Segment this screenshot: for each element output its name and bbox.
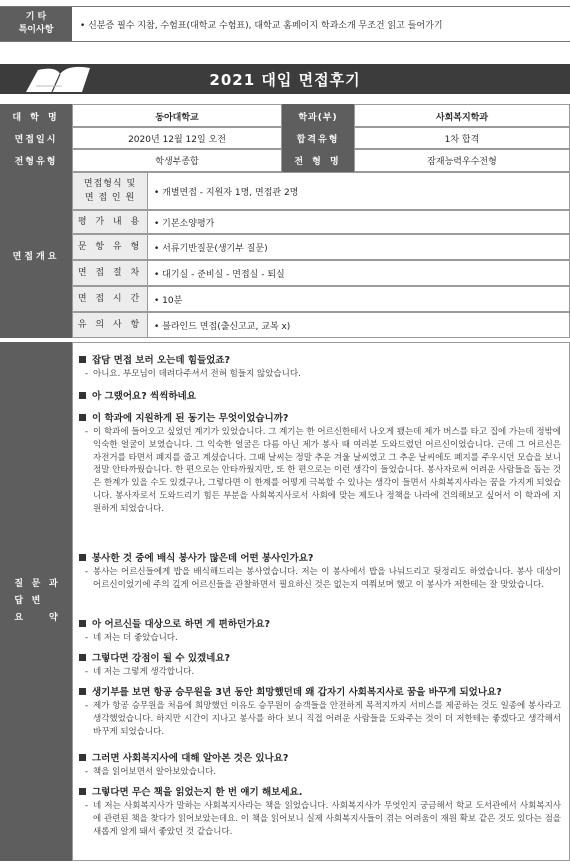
overview-key: 유 의 사 항 xyxy=(72,312,148,338)
question: 아 어르신들 대상으로 하면 게 편하던가요? xyxy=(79,617,561,632)
question: 그렇다면 무슨 책을 읽었는지 한 번 얘기 해보세요. xyxy=(79,785,561,800)
overview-key-line1: 면접형식 및 xyxy=(83,179,137,189)
overview-label: 면접개요 xyxy=(0,172,72,338)
date-label: 면접일시 xyxy=(0,126,72,150)
date-value: 2020년 12월 12일 오전 xyxy=(72,126,282,150)
type-value: 학생부종합 xyxy=(72,148,282,172)
department-label: 학과(부) xyxy=(282,104,354,128)
overview-row-question-type xyxy=(72,234,570,260)
qa-item xyxy=(79,685,561,738)
square-bullet-icon xyxy=(79,554,86,561)
answer: - 네 저는 그렇게 생각합니다. xyxy=(85,667,195,677)
question: 이 학과에 지원하게 된 동기는 무엇이었습니까? xyxy=(79,411,561,426)
overview-value: • 대기실 - 준비실 - 면접실 - 퇴실 xyxy=(148,260,570,286)
qa-label-char: 변 xyxy=(31,596,41,606)
qa-label-char xyxy=(45,593,62,610)
track-label: 전 형 명 xyxy=(282,148,354,172)
qa-label-char xyxy=(27,610,44,627)
question: 잡담 면접 보러 오는데 힘들었죠? xyxy=(79,353,561,368)
answer: - 봉사는 어르신들에게 밥을 배식해드리는 봉사였습니다. 저는 이 봉사에서 밥을 나눠드리고 뒷정리도 하였습니다. 봉사 대상이 어르신이었기에 주의 깊게 어르신들을 관찰하면서 필요하신 것은 없는지 여쭤보며 했고 이 봉사가 저한테는 잘 맞았습니다. xyxy=(85,567,561,590)
square-bullet-icon xyxy=(79,654,86,661)
question: 그렇다면 강점이 될 수 있겠네요? xyxy=(79,651,561,666)
qa-item xyxy=(79,617,561,645)
overview-row-procedure xyxy=(72,260,570,286)
title-banner xyxy=(0,64,570,94)
result-value: 1차 합격 xyxy=(354,126,570,150)
qa-label-char: 문 xyxy=(31,579,41,589)
special-notes-text: • 신분증 필수 지참, 수험표(대학교 수험표), 대학교 홈페이지 학과소개 무조건 읽고 들어가기 xyxy=(80,20,443,31)
answer: - 책을 읽어보면서 알아보았습니다. xyxy=(85,767,217,777)
answer: - 아니요. 부모님이 데려다주셔서 전혀 힘들지 않았습니다. xyxy=(85,369,301,379)
qa-label-char: 약 xyxy=(48,613,58,623)
qa-item xyxy=(79,551,561,592)
special-notes-label-line2: 특이사항 xyxy=(18,25,54,35)
square-bullet-icon xyxy=(79,788,86,795)
qa-item xyxy=(79,411,561,516)
answer: - 네 저는 사회복지사가 말하는 사회복지사라는 책을 읽었습니다. 사회복지사가 무엇인지 궁금해서 학교 도서관에서 사회복지사에 관련된 책을 찾다가 읽어보았는데요. 이 책을 읽어보니 실제 사회복지사들이 겪는 어려움이 재원 확보 같은 것도 있다는 점을 새롭게 알게 돼서 좋았던 것 같습니다. xyxy=(85,801,561,837)
university-value: 동아대학교 xyxy=(72,104,282,128)
square-bullet-icon xyxy=(79,688,86,695)
overview-row-notes xyxy=(72,312,570,338)
type-label: 전형유형 xyxy=(0,148,72,172)
qa-item xyxy=(79,651,561,679)
info-row-university xyxy=(0,104,570,128)
overview-value: • 서류기반질문(생기부 질문) xyxy=(148,234,570,260)
overview-value: • 개별면접 - 지원자 1명, 면접관 2명 xyxy=(148,172,570,210)
overview-key: 평 가 내 용 xyxy=(72,210,148,234)
question: 그러면 사회복지사에 대해 알아본 것은 있나요? xyxy=(79,751,561,766)
qa-summary-label xyxy=(0,342,72,861)
track-value: 잠재능력우수전형 xyxy=(354,148,570,172)
qa-label-char: 과 xyxy=(48,579,58,589)
overview-row-duration xyxy=(72,286,570,312)
qa-label-char: 요 xyxy=(14,613,24,623)
qa-label-char: 질 xyxy=(14,579,24,589)
qa-section xyxy=(72,342,570,861)
result-label: 합격유형 xyxy=(282,126,354,150)
overview-key-line2: 면 접 인 원 xyxy=(84,193,136,203)
question: 생기부를 보면 항공 승무원을 3년 동안 희망했던데 왜 갑자기 사회복지사로 꿈을 바꾸게 되었나요? xyxy=(79,685,561,700)
university-label: 대 학 명 xyxy=(0,104,72,128)
special-notes-row xyxy=(0,6,570,42)
department-value: 사회복지학과 xyxy=(354,104,570,128)
answer: - 네 저는 더 좋았습니다. xyxy=(85,633,178,643)
square-bullet-icon xyxy=(79,392,86,399)
overview-key: 면 접 시 간 xyxy=(72,286,148,312)
overview-row-evaluation xyxy=(72,210,570,234)
square-bullet-icon xyxy=(79,754,86,761)
special-notes-label xyxy=(0,7,72,41)
square-bullet-icon xyxy=(79,620,86,627)
question: 아 그랬어요? 씩씩하네요 xyxy=(79,389,561,404)
qa-label-char: 답 xyxy=(14,596,24,606)
overview-value: • 10분 xyxy=(148,286,570,312)
info-row-date xyxy=(0,126,570,150)
qa-item xyxy=(79,751,561,779)
qa-item xyxy=(79,785,561,838)
qa-item xyxy=(79,353,561,381)
special-notes-label-line1: 기 타 xyxy=(25,12,47,22)
overview-key: 문 항 유 형 xyxy=(72,234,148,260)
answer: - 제가 항공 승무원을 처음에 희망했던 이유도 승무원이 승객들을 안전하게 목적지까지 서비스를 제공하는 것도 일종에 봉사라고 생각했었습니다. 하지만 시간이 지나고 봉사를 하다 보니 직접 어려운 사람들을 도와주는 것이 더 저한테는 좋겠다고 생각해서 바꾸게 되었습니다. xyxy=(85,701,561,737)
page-title: 2021 대입 면접후기 xyxy=(209,70,361,89)
info-row-type xyxy=(0,148,570,172)
square-bullet-icon xyxy=(79,414,86,421)
overview-value: • 기본소양평가 xyxy=(148,210,570,234)
answer: - 이 학과에 들어오고 싶었던 계기가 있었습니다. 그 계기는 한 어르신한테서 나오게 됐는데 제가 버스를 타고 집에 가는데 정밖에 익숙한 얼굴이 보였습니다. 그 익숙한 얼굴은 다름 아닌 제가 봉사 때 여러분 도와드렸던 어르신이었습니다. 근데 그 어르신은 자전거를 타면서 폐지를 줍고 계셨습니다. 그때 날씨는 정말 추운 겨울 날씨였고 그 추운 날씨에도 폐지를 주우시던 모습을 보니 정말 안타까웠습니다. 한 편으로는 안타까웠지만, 또 한 편으로는 이런 생각이 들었습니다. 봉사자로써 어려운 사람들을 돕는 것은 한계가 있을 수도 있겠구나, 그렇다면 이 한계를 어떻게 극복할 수 있나는 생각이 들면서 사회복지사라는 꿈을 가지게 되었습니다. 봉사자로서 도와드리기 힘든 부분을 사회복지사로서 사회에 맞는 제도나 정책을 나라에 건의해보고 싶어서 이 학과에 지원하게 되었습니다. xyxy=(85,427,561,514)
question: 봉사한 것 중에 배식 봉사가 많은데 어떤 봉사인가요? xyxy=(79,551,561,566)
square-bullet-icon xyxy=(79,356,86,363)
overview-row-format xyxy=(72,172,570,210)
overview-value: • 블라인드 면접(출신고교, 교복 x) xyxy=(148,312,570,338)
overview-key: 면 접 절 차 xyxy=(72,260,148,286)
overview-key xyxy=(72,172,148,210)
qa-item xyxy=(79,389,561,404)
